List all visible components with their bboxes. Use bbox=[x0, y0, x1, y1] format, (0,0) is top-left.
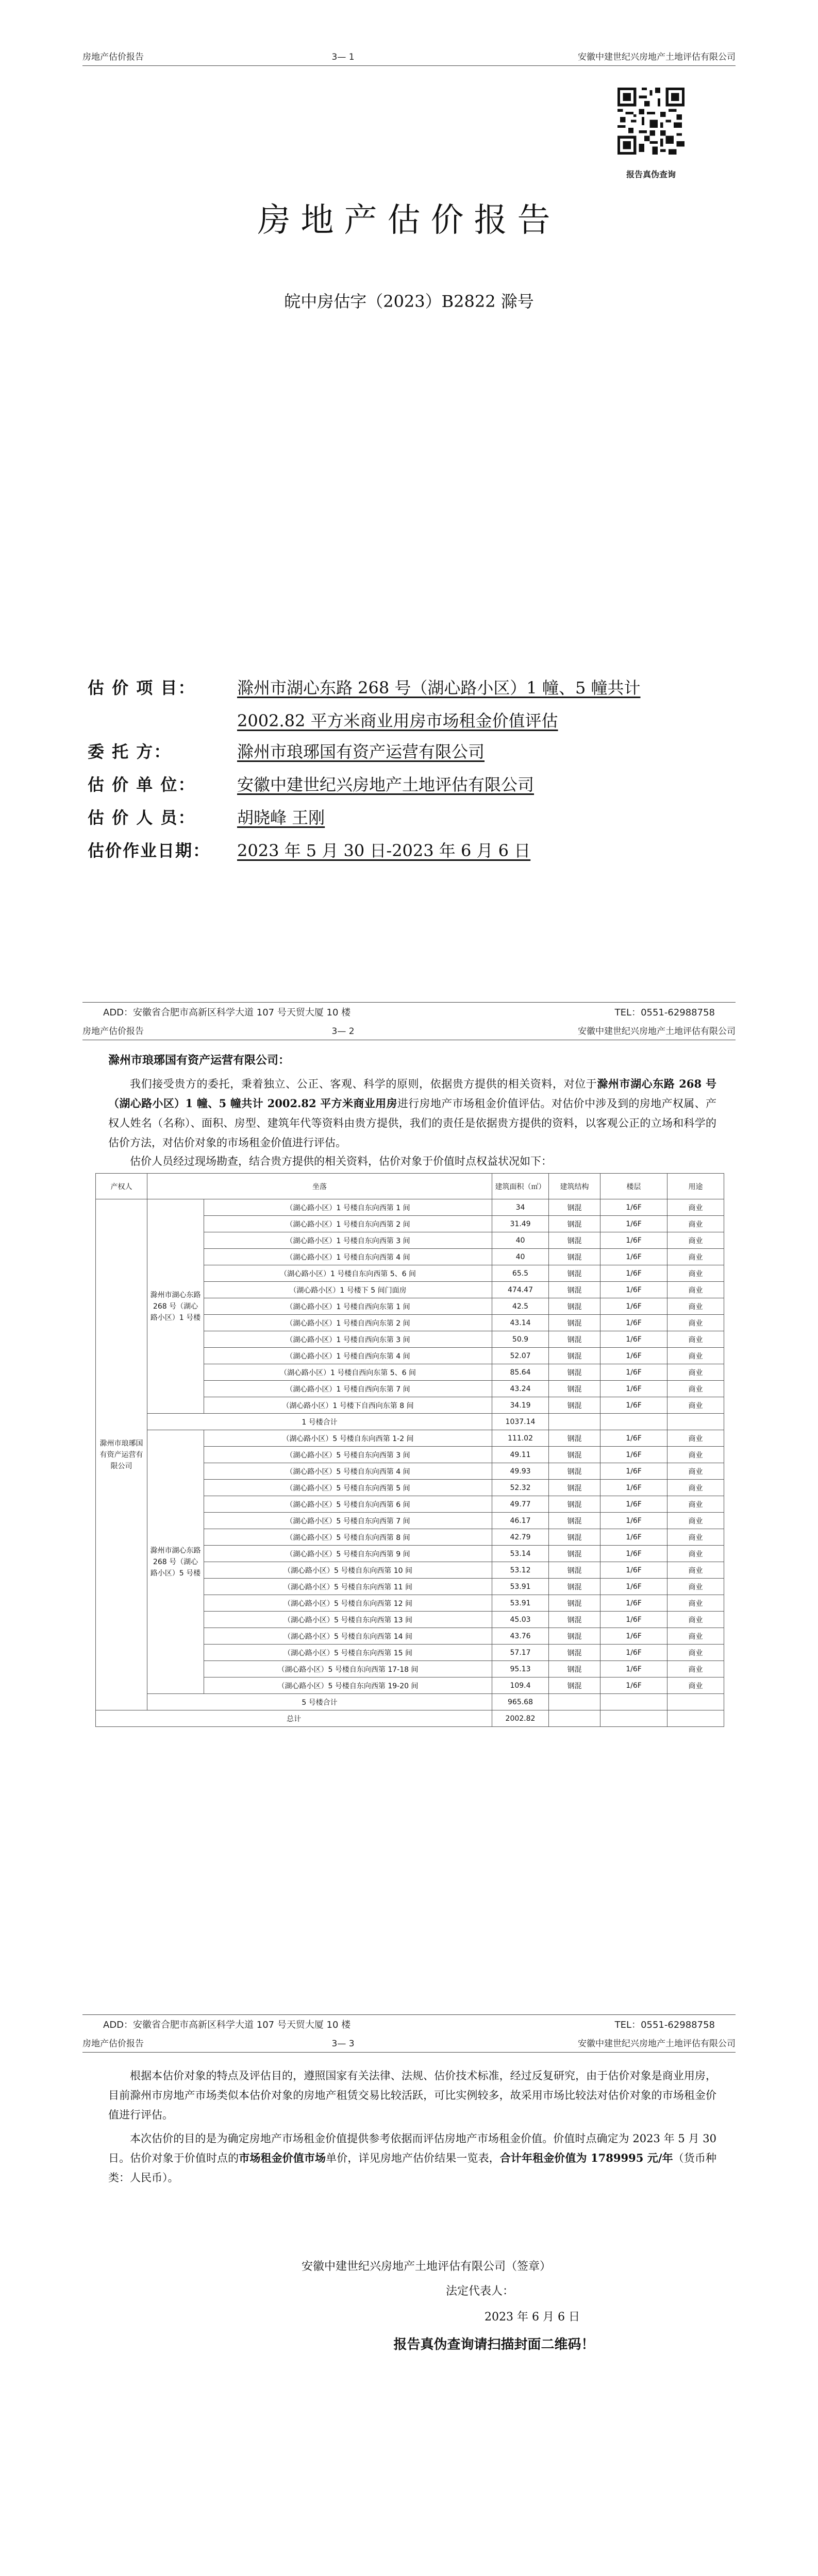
subtotal-value: 965.68 bbox=[492, 1694, 549, 1710]
header-right: 安徽中建世纪兴房地产土地评估有限公司 bbox=[578, 2039, 736, 2049]
cell-structure: 钢混 bbox=[549, 1546, 600, 1562]
letter-paragraph-4 bbox=[108, 2129, 716, 2188]
cell-area: 53.91 bbox=[492, 1595, 549, 1612]
page-footer bbox=[82, 1002, 736, 1019]
cell-location: （湖心路小区）5 号楼自东向西第 13 间 bbox=[204, 1612, 492, 1628]
cell-floor: 1/6F bbox=[600, 1513, 667, 1529]
cell-use: 商业 bbox=[667, 1677, 724, 1694]
cell-structure: 钢混 bbox=[549, 1496, 600, 1513]
para1-text-c: 进行房地产市场租金价值评估。对估价中涉及到的房地产权属、产权人姓名（名称）、面积、房型、建筑年代等资料由贵方提供，我们的责任是依据贵方提供的资料，以客观公正的立场和科学的估价方法，对估价对象的市场租金价值进行评估。 bbox=[108, 1097, 716, 1149]
cell-area: 53.12 bbox=[492, 1562, 549, 1579]
cell-area: 31.49 bbox=[492, 1216, 549, 1232]
cell-structure: 钢混 bbox=[549, 1480, 600, 1496]
date-value: 2023 年 5 月 30 日-2023 年 6 月 6 日 bbox=[237, 841, 531, 860]
cell-floor: 1/6F bbox=[600, 1447, 667, 1463]
cell-use: 商业 bbox=[667, 1447, 724, 1463]
cell-floor: 1/6F bbox=[600, 1496, 667, 1513]
cell-area: 42.79 bbox=[492, 1529, 549, 1546]
info-project bbox=[88, 675, 737, 708]
cell-floor: 1/6F bbox=[600, 1579, 667, 1595]
cell-floor: 1/6F bbox=[600, 1216, 667, 1232]
cell-area: 40 bbox=[492, 1249, 549, 1265]
col-floor: 楼层 bbox=[600, 1174, 667, 1199]
header-left: 房地产估价报告 bbox=[82, 52, 144, 62]
cell-area: 46.17 bbox=[492, 1513, 549, 1529]
letter-page bbox=[0, 1002, 818, 2014]
cell-use: 商业 bbox=[667, 1331, 724, 1348]
page-header bbox=[82, 1025, 736, 1040]
cell-owner: 滁州市琅琊国有资产运营有限公司 bbox=[96, 1199, 147, 1710]
cell-floor: 1/6F bbox=[600, 1661, 667, 1677]
page-header bbox=[82, 50, 736, 66]
cell-use: 商业 bbox=[667, 1232, 724, 1249]
cell-use: 商业 bbox=[667, 1315, 724, 1331]
cell-structure: 钢混 bbox=[549, 1677, 600, 1694]
cell-area: 50.9 bbox=[492, 1331, 549, 1348]
para4-value-type: 市场租金价值市场 bbox=[239, 2151, 326, 2164]
header-page-number: 3— 3 bbox=[331, 2039, 355, 2049]
cell-use: 商业 bbox=[667, 1463, 724, 1480]
cell-area: 49.11 bbox=[492, 1447, 549, 1463]
cell-location: （湖心路小区）5 号楼自东向西第 7 间 bbox=[204, 1513, 492, 1529]
letter-paragraph-3: 根据本估价对象的特点及评估目的，遵照国家有关法律、法规、估价技术标准，经过反复研究，由于估价对象是商业用房，目前滁州市房地产市场类似本估价对象的房地产租赁交易比较活跃，可比实例较多，故采用市场比较法对估价对象的市场租金价值进行评估。 bbox=[108, 2070, 716, 2121]
cell-use: 商业 bbox=[667, 1430, 724, 1447]
table-row bbox=[96, 1430, 724, 1447]
col-structure: 建筑结构 bbox=[549, 1174, 600, 1199]
table-subtotal-row bbox=[96, 1694, 724, 1710]
cell-structure: 钢混 bbox=[549, 1381, 600, 1397]
cell-location: （湖心路小区）5 号楼自东向西第 10 间 bbox=[204, 1562, 492, 1579]
cell-area: 49.77 bbox=[492, 1496, 549, 1513]
cell-location: （湖心路小区）5 号楼自东向西第 11 间 bbox=[204, 1579, 492, 1595]
project-value-line1: 滁州市湖心东路 268 号（湖心路小区）1 幢、5 幢共计 bbox=[237, 678, 641, 698]
cell-floor: 1/6F bbox=[600, 1612, 667, 1628]
cell-area: 95.13 bbox=[492, 1661, 549, 1677]
cell-floor: 1/6F bbox=[600, 1232, 667, 1249]
table-row bbox=[96, 1199, 724, 1216]
letter-addressee: 滁州市琅琊国有资产运营有限公司： bbox=[108, 1054, 290, 1067]
cell-structure: 钢混 bbox=[549, 1199, 600, 1216]
cell-area: 43.24 bbox=[492, 1381, 549, 1397]
cell-location: （湖心路小区）1 号楼自西向东第 1 间 bbox=[204, 1298, 492, 1315]
cell-area: 52.07 bbox=[492, 1348, 549, 1364]
cell-area: 57.17 bbox=[492, 1645, 549, 1661]
cell-use: 商业 bbox=[667, 1265, 724, 1282]
table-total-row bbox=[96, 1710, 724, 1727]
subtotal-value: 1037.14 bbox=[492, 1414, 549, 1430]
cell-location: （湖心路小区）5 号楼自东向西第 4 间 bbox=[204, 1463, 492, 1480]
cell-location: （湖心路小区）1 号楼自西向东第 3 间 bbox=[204, 1331, 492, 1348]
cover-info bbox=[88, 675, 737, 871]
table-subtotal-row bbox=[96, 1414, 724, 1430]
cell-location: （湖心路小区）5 号楼自东向西第 15 间 bbox=[204, 1645, 492, 1661]
cell-structure: 钢混 bbox=[549, 1513, 600, 1529]
cell-location: （湖心路小区）5 号楼自东向西第 9 间 bbox=[204, 1546, 492, 1562]
cell-structure: 钢混 bbox=[549, 1612, 600, 1628]
cell-location: （湖心路小区）1 号楼自西向东第 7 间 bbox=[204, 1381, 492, 1397]
page-header bbox=[82, 2037, 736, 2053]
cell-structure: 钢混 bbox=[549, 1397, 600, 1414]
subtotal-label: 1 号楼合计 bbox=[147, 1414, 492, 1430]
cell-area: 40 bbox=[492, 1232, 549, 1249]
letter-paragraph-1 bbox=[108, 1074, 716, 1153]
table-header-row bbox=[96, 1174, 724, 1199]
qr-caption: 报告真伪查询 bbox=[626, 170, 676, 179]
cell-location: （湖心路小区）5 号楼自东向西第 12 间 bbox=[204, 1595, 492, 1612]
para4-annual-rent: 合计年租金价值为 1789995 元/年 bbox=[499, 2151, 673, 2164]
cell-structure: 钢混 bbox=[549, 1595, 600, 1612]
cell-floor: 1/6F bbox=[600, 1397, 667, 1414]
cell-area: 52.32 bbox=[492, 1480, 549, 1496]
staff-label: 估 价 人 员： bbox=[88, 808, 196, 827]
letter-continued-page bbox=[0, 2014, 818, 2576]
cell-use: 商业 bbox=[667, 1595, 724, 1612]
cell-location: （湖心路小区）1 号楼下自西向东第 8 间 bbox=[204, 1397, 492, 1414]
cell-use: 商业 bbox=[667, 1612, 724, 1628]
cell-area: 42.5 bbox=[492, 1298, 549, 1315]
cell-use: 商业 bbox=[667, 1529, 724, 1546]
cell-structure: 钢混 bbox=[549, 1562, 600, 1579]
date-label: 估价作业日期： bbox=[88, 841, 211, 860]
cell-area: 43.14 bbox=[492, 1315, 549, 1331]
cell-use: 商业 bbox=[667, 1282, 724, 1298]
cell-location: （湖心路小区）1 号楼自东向西第 3 间 bbox=[204, 1232, 492, 1249]
info-client bbox=[88, 739, 737, 772]
report-title: 房地产估价报告 bbox=[257, 201, 561, 240]
cell-structure: 钢混 bbox=[549, 1232, 600, 1249]
cell-area: 85.64 bbox=[492, 1364, 549, 1381]
para1-text-a: 我们接受贵方的委托，秉着独立、公正、客观、科学的原则，依据贵方提供的相关资料，对位于 bbox=[130, 1078, 597, 1090]
cell-use: 商业 bbox=[667, 1249, 724, 1265]
cell-location: （湖心路小区）1 号楼自东向西第 5、6 间 bbox=[204, 1265, 492, 1282]
cell-location: （湖心路小区）5 号楼自东向西第 17-18 间 bbox=[204, 1661, 492, 1677]
cell-floor: 1/6F bbox=[600, 1265, 667, 1282]
project-value-line2: 2002.82 平方米商业用房市场租金价值评估 bbox=[237, 711, 558, 731]
cell-area: 49.93 bbox=[492, 1463, 549, 1480]
cell-use: 商业 bbox=[667, 1513, 724, 1529]
cell-floor: 1/6F bbox=[600, 1331, 667, 1348]
cell-floor: 1/6F bbox=[600, 1282, 667, 1298]
cell-location: （湖心路小区）5 号楼自东向西第 5 间 bbox=[204, 1480, 492, 1496]
cell-structure: 钢混 bbox=[549, 1628, 600, 1645]
table-body bbox=[96, 1199, 724, 1727]
cell-floor: 1/6F bbox=[600, 1364, 667, 1381]
legal-representative: 法定代表人： bbox=[446, 2285, 514, 2298]
info-staff bbox=[88, 805, 737, 838]
cell-location: （湖心路小区）1 号楼自西向东第 5、6 间 bbox=[204, 1364, 492, 1381]
cell-floor: 1/6F bbox=[600, 1645, 667, 1661]
cell-use: 商业 bbox=[667, 1496, 724, 1513]
cell-use: 商业 bbox=[667, 1562, 724, 1579]
cell-area: 45.03 bbox=[492, 1612, 549, 1628]
info-appraiser bbox=[88, 772, 737, 805]
cell-location: （湖心路小区）1 号楼自东向西第 1 间 bbox=[204, 1199, 492, 1216]
header-page-number: 3— 2 bbox=[331, 1026, 355, 1037]
header-page-number: 3— 1 bbox=[331, 52, 355, 62]
letter-date: 2023 年 6 月 6 日 bbox=[485, 2311, 580, 2324]
cell-building-1: 滁州市湖心东路 268 号（湖心路小区）1 号楼 bbox=[147, 1199, 204, 1414]
cell-structure: 钢混 bbox=[549, 1249, 600, 1265]
cell-use: 商业 bbox=[667, 1546, 724, 1562]
cell-structure: 钢混 bbox=[549, 1529, 600, 1546]
cell-location: （湖心路小区）5 号楼自东向西第 6 间 bbox=[204, 1496, 492, 1513]
cell-location: （湖心路小区）5 号楼自东向西第 14 间 bbox=[204, 1628, 492, 1645]
cell-location: （湖心路小区）5 号楼自东向西第 1-2 间 bbox=[204, 1430, 492, 1447]
cell-floor: 1/6F bbox=[600, 1298, 667, 1315]
cell-floor: 1/6F bbox=[600, 1315, 667, 1331]
header-right: 安徽中建世纪兴房地产土地评估有限公司 bbox=[578, 1026, 736, 1037]
cell-use: 商业 bbox=[667, 1381, 724, 1397]
cell-floor: 1/6F bbox=[600, 1381, 667, 1397]
cell-floor: 1/6F bbox=[600, 1546, 667, 1562]
header-left: 房地产估价报告 bbox=[82, 2039, 144, 2049]
cell-area: 111.02 bbox=[492, 1430, 549, 1447]
cell-structure: 钢混 bbox=[549, 1348, 600, 1364]
cell-structure: 钢混 bbox=[549, 1430, 600, 1447]
cell-floor: 1/6F bbox=[600, 1249, 667, 1265]
cell-area: 109.4 bbox=[492, 1677, 549, 1694]
cover-page bbox=[0, 0, 818, 1002]
cell-area: 65.5 bbox=[492, 1265, 549, 1282]
staff-value: 胡晓峰 王刚 bbox=[237, 808, 325, 827]
cell-structure: 钢混 bbox=[549, 1331, 600, 1348]
cell-use: 商业 bbox=[667, 1199, 724, 1216]
header-right: 安徽中建世纪兴房地产土地评估有限公司 bbox=[578, 52, 736, 62]
cell-structure: 钢混 bbox=[549, 1463, 600, 1480]
verify-note: 报告真伪查询请扫描封面二维码！ bbox=[393, 2337, 595, 2352]
total-label: 总计 bbox=[96, 1710, 492, 1727]
page-footer bbox=[82, 2014, 736, 2031]
info-date bbox=[88, 838, 737, 871]
para4-text-a: 本次估价的目的是为确定房地产市场租金价值提供参考依据而评估房地产市场租金价值。价值时点确定为 2023 年 5 月 30 日。估价对象于价值时点的 bbox=[108, 2132, 716, 2164]
cell-use: 商业 bbox=[667, 1628, 724, 1645]
cell-structure: 钢混 bbox=[549, 1216, 600, 1232]
cell-location: （湖心路小区）1 号楼自西向东第 4 间 bbox=[204, 1348, 492, 1364]
cell-structure: 钢混 bbox=[549, 1315, 600, 1331]
cell-location: （湖心路小区）1 号楼自东向西第 2 间 bbox=[204, 1216, 492, 1232]
cell-building-5: 滁州市湖心东路 268 号（湖心路小区）5 号楼 bbox=[147, 1430, 204, 1694]
footer-tel: TEL：0551-62988758 bbox=[614, 2020, 715, 2030]
client-label: 委 托 方： bbox=[88, 742, 172, 761]
cell-structure: 钢混 bbox=[549, 1364, 600, 1381]
cell-area: 474.47 bbox=[492, 1282, 549, 1298]
subtotal-label: 5 号楼合计 bbox=[147, 1694, 492, 1710]
cell-location: （湖心路小区）1 号楼下 5 间门面房 bbox=[204, 1282, 492, 1298]
cell-location: （湖心路小区）5 号楼自东向西第 3 间 bbox=[204, 1447, 492, 1463]
cell-use: 商业 bbox=[667, 1216, 724, 1232]
cell-use: 商业 bbox=[667, 1645, 724, 1661]
cell-use: 商业 bbox=[667, 1661, 724, 1677]
cell-floor: 1/6F bbox=[600, 1430, 667, 1447]
header-left: 房地产估价报告 bbox=[82, 1026, 144, 1037]
para4-text-c: 单价，详见房地产估价结果一览表， bbox=[326, 2152, 500, 2164]
cell-area: 34.19 bbox=[492, 1397, 549, 1414]
signer-name: 安徽中建世纪兴房地产土地评估有限公司（签章） bbox=[302, 2260, 552, 2273]
footer-tel: TEL：0551-62988758 bbox=[614, 1007, 715, 1018]
col-use: 用途 bbox=[667, 1174, 724, 1199]
report-number: 皖中房估字（2023）B2822 滁号 bbox=[284, 292, 534, 311]
cell-structure: 钢混 bbox=[549, 1661, 600, 1677]
cell-structure: 钢混 bbox=[549, 1447, 600, 1463]
cell-structure: 钢混 bbox=[549, 1645, 600, 1661]
footer-address: ADD：安徽省合肥市高新区科学大道 107 号天贸大厦 10 楼 bbox=[103, 2020, 351, 2030]
cell-floor: 1/6F bbox=[600, 1199, 667, 1216]
col-location: 坐落 bbox=[147, 1174, 492, 1199]
cell-location: （湖心路小区）5 号楼自东向西第 19-20 间 bbox=[204, 1677, 492, 1694]
total-value: 2002.82 bbox=[492, 1710, 549, 1727]
para1-property: 滁州市湖心东路 268 号（湖心路小区）1 幢、5 幢共计 2002.82 平方米商业用房 bbox=[108, 1077, 716, 1110]
cell-area: 34 bbox=[492, 1199, 549, 1216]
cell-use: 商业 bbox=[667, 1298, 724, 1315]
cell-structure: 钢混 bbox=[549, 1298, 600, 1315]
cell-floor: 1/6F bbox=[600, 1529, 667, 1546]
para4-currency: （货币种类：人民币）。 bbox=[108, 2152, 717, 2184]
cell-area: 43.76 bbox=[492, 1628, 549, 1645]
cell-use: 商业 bbox=[667, 1364, 724, 1381]
appraiser-value: 安徽中建世纪兴房地产土地评估有限公司 bbox=[237, 775, 535, 794]
cell-area: 53.91 bbox=[492, 1579, 549, 1595]
cell-floor: 1/6F bbox=[600, 1677, 667, 1694]
cell-floor: 1/6F bbox=[600, 1480, 667, 1496]
qr-code-icon[interactable] bbox=[617, 88, 685, 155]
col-area: 建筑面积（㎡） bbox=[492, 1174, 549, 1199]
qr-block bbox=[612, 88, 690, 180]
client-value: 滁州市琅琊国有资产运营有限公司 bbox=[237, 742, 485, 761]
cell-floor: 1/6F bbox=[600, 1595, 667, 1612]
cell-use: 商业 bbox=[667, 1348, 724, 1364]
cell-use: 商业 bbox=[667, 1480, 724, 1496]
appraiser-label: 估 价 单 位： bbox=[88, 775, 196, 794]
cell-location: （湖心路小区）5 号楼自东向西第 8 间 bbox=[204, 1529, 492, 1546]
letter-paragraph-2: 估价人员经过现场勘查，结合贵方提供的相关资料，估价对象于价值时点权益状况如下： bbox=[130, 1155, 552, 1167]
property-table bbox=[95, 1173, 724, 1727]
cell-floor: 1/6F bbox=[600, 1562, 667, 1579]
cell-structure: 钢混 bbox=[549, 1282, 600, 1298]
cell-location: （湖心路小区）1 号楼自东向西第 4 间 bbox=[204, 1249, 492, 1265]
cell-structure: 钢混 bbox=[549, 1579, 600, 1595]
cell-use: 商业 bbox=[667, 1579, 724, 1595]
project-label: 估 价 项 目： bbox=[88, 678, 196, 698]
cell-floor: 1/6F bbox=[600, 1348, 667, 1364]
cell-use: 商业 bbox=[667, 1397, 724, 1414]
col-owner: 产权人 bbox=[96, 1174, 147, 1199]
cell-structure: 钢混 bbox=[549, 1265, 600, 1282]
cell-area: 53.14 bbox=[492, 1546, 549, 1562]
cell-floor: 1/6F bbox=[600, 1463, 667, 1480]
footer-address: ADD：安徽省合肥市高新区科学大道 107 号天贸大厦 10 楼 bbox=[103, 1007, 351, 1018]
cell-floor: 1/6F bbox=[600, 1628, 667, 1645]
cell-location: （湖心路小区）1 号楼自西向东第 2 间 bbox=[204, 1315, 492, 1331]
